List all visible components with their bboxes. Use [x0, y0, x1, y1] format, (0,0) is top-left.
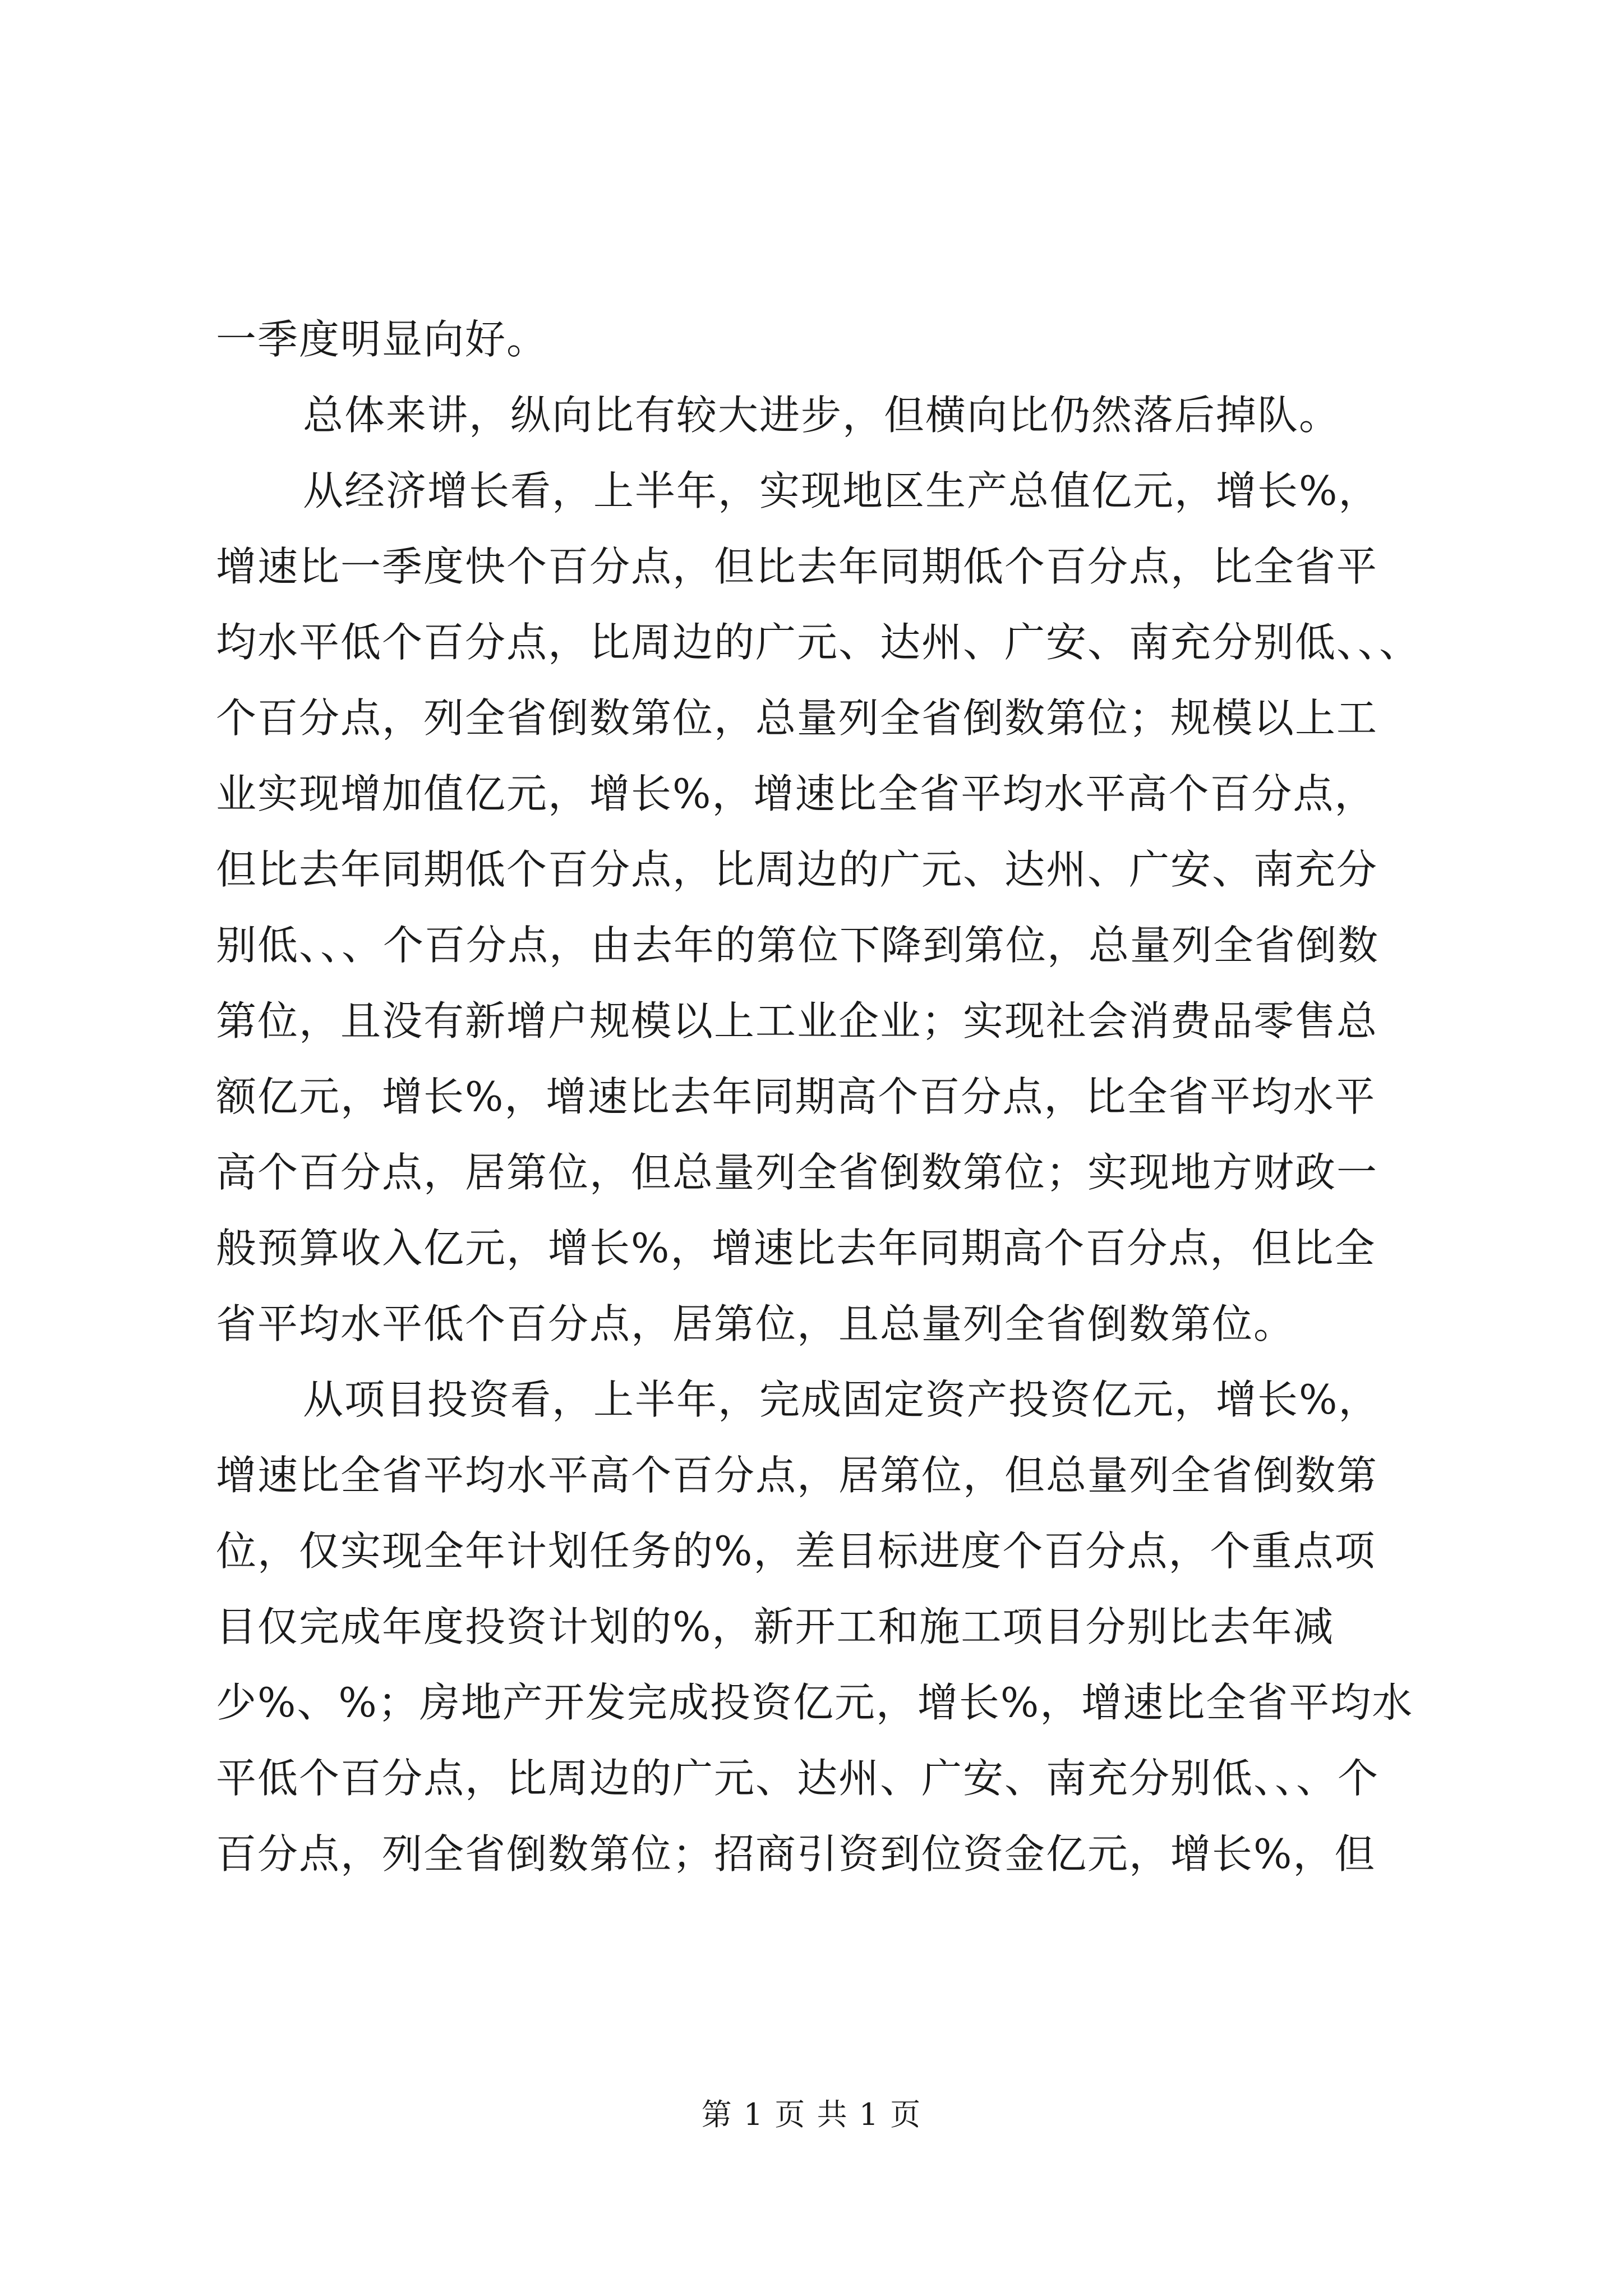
text-line: 从经济增长看，上半年，实现地区生产总值亿元，增长%， — [303, 467, 1380, 514]
text-line: 一季度明显向好。 — [216, 316, 548, 363]
text-line: 增速比一季度快个百分点，但比去年同期低个百分点，比全省平 — [216, 543, 1378, 590]
text-line: 省平均水平低个百分点，居第位，且总量列全省倒数第位。 — [216, 1300, 1295, 1347]
text-line: 从项目投资看，上半年，完成固定资产投资亿元，增长%， — [303, 1376, 1380, 1423]
text-line: 百分点，列全省倒数第位；招商引资到位资金亿元，增长%，但 — [216, 1830, 1376, 1878]
text-line: 额亿元，增长%，增速比去年同期高个百分点，比全省平均水平 — [216, 1073, 1376, 1120]
text-line: 第位，且没有新增户规模以上工业企业；实现社会消费品零售总 — [216, 997, 1378, 1045]
text-line: 平低个百分点，比周边的广元、达州、广安、南充分别低、、、个 — [216, 1755, 1380, 1802]
text-line: 总体来讲，纵向比有较大进步，但横向比仍然落后掉队。 — [303, 392, 1341, 439]
text-line: 般预算收入亿元，增长%，增速比去年同期高个百分点，但比全 — [216, 1225, 1376, 1272]
text-line: 均水平低个百分点，比周边的广元、达州、广安、南充分别低、、、 — [216, 619, 1421, 666]
text-line: 目仅完成年度投资计划的%，新开工和施工项目分别比去年减 — [216, 1603, 1335, 1650]
text-line: 个百分点，列全省倒数第位，总量列全省倒数第位；规模以上工 — [216, 694, 1378, 742]
text-line: 高个百分点，居第位，但总量列全省倒数第位；实现地方财政一 — [216, 1149, 1378, 1196]
text-line: 但比去年同期低个百分点，比周边的广元、达州、广安、南充分 — [216, 846, 1378, 893]
text-line: 少%、%；房地产开发完成投资亿元，增长%，增速比全省平均水 — [216, 1679, 1414, 1726]
page-footer: 第 1 页 共 1 页 — [701, 2097, 922, 2132]
text-line: 业实现增加值亿元，增长%，增速比全省平均水平高个百分点， — [216, 770, 1376, 817]
text-line: 位，仅实现全年计划任务的%，差目标进度个百分点，个重点项 — [216, 1527, 1376, 1575]
text-line: 别低、、、个百分点，由去年的第位下降到第位，总量列全省倒数 — [216, 922, 1380, 969]
text-line: 增速比全省平均水平高个百分点，居第位，但总量列全省倒数第 — [216, 1452, 1378, 1499]
